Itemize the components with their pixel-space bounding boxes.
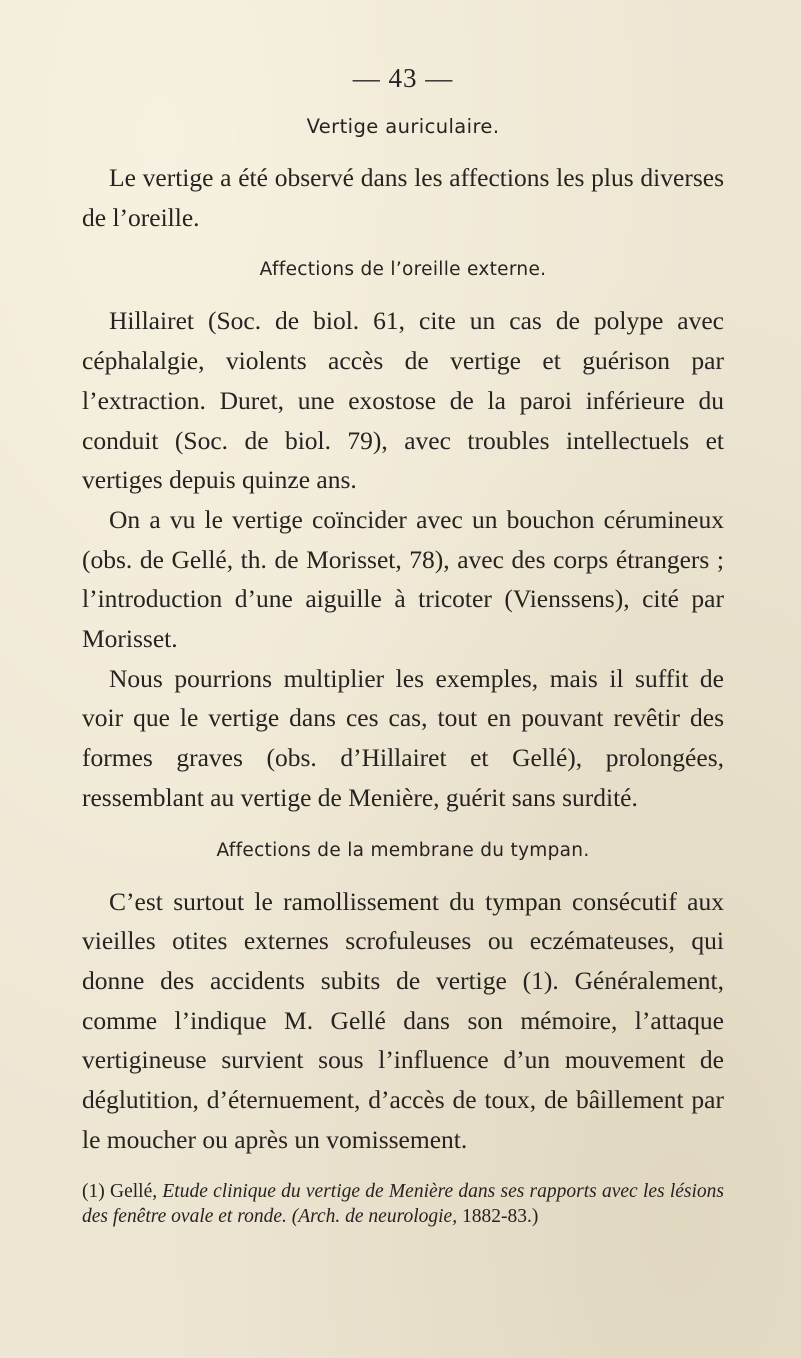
paragraph-tympanum-1: C’est surtout le ramollissement du tympan consécutif aux vieilles otites externes scrofuleuses ou eczémateuses, qui donne des accidents subits de vertige (1). Généralement, comme l’indique M. Gellé dans son mémoire, l’attaque vertigineuse survient sous l’influence d’un mouvement de déglutition, d’éternuement, d’accès de toux, de bâillement par le moucher ou après un vomissement. — [82, 886, 724, 1154]
footnote — [82, 1179, 724, 1229]
book-page — [82, 58, 724, 1229]
paragraph-external-3: Nous pourrions multiplier les exemples, mais il suffit de voir que le vertige dans ces cas, tout en pouvant revêtir des formes graves (obs. d’Hillairet et Gellé), prolongées, ressemblant au vertige de Menière, guérit sans surdité. — [82, 663, 724, 812]
footnote-year: 1882-83.) — [461, 1206, 539, 1228]
page-number: — 43 — — [352, 63, 454, 93]
footnote-work-title: Etude clinique du vertige de Menière dans ses rapports avec les lésions des fenêtre ovale et ronde. (Arch. de neurologie, — [82, 1181, 725, 1228]
footnote-marker: (1) — [82, 1181, 105, 1203]
footnote-author: Gellé, — [110, 1181, 158, 1203]
section-heading-external-ear: Affections de l’oreille externe. — [259, 259, 547, 281]
paragraph-external-1: Hillairet (Soc. de biol. 61, cite un cas de polype avec céphalalgie, violents accès de vertige et guérison par l’extraction. Duret, une exostose de la paroi inférieure du conduit (Soc. de biol. 79), avec troubles intellectuels et vertiges depuis quinze ans. — [82, 306, 724, 495]
paragraph-external-2: On a vu le vertige coïncider avec un bouchon cérumineux (obs. de Gellé, th. de Morisset, 78), avec des corps étrangers ; l’introduction d’une aiguille à tricoter (Vienssens), cité par Morisset. — [82, 504, 724, 654]
section-heading-tympanum: Affections de la membrane du tympan. — [216, 839, 590, 861]
intro-paragraph: Le vertige a été observé dans les affections les plus diverses de l’oreille. — [82, 163, 724, 232]
chapter-title: Vertige auriculaire. — [306, 115, 500, 138]
